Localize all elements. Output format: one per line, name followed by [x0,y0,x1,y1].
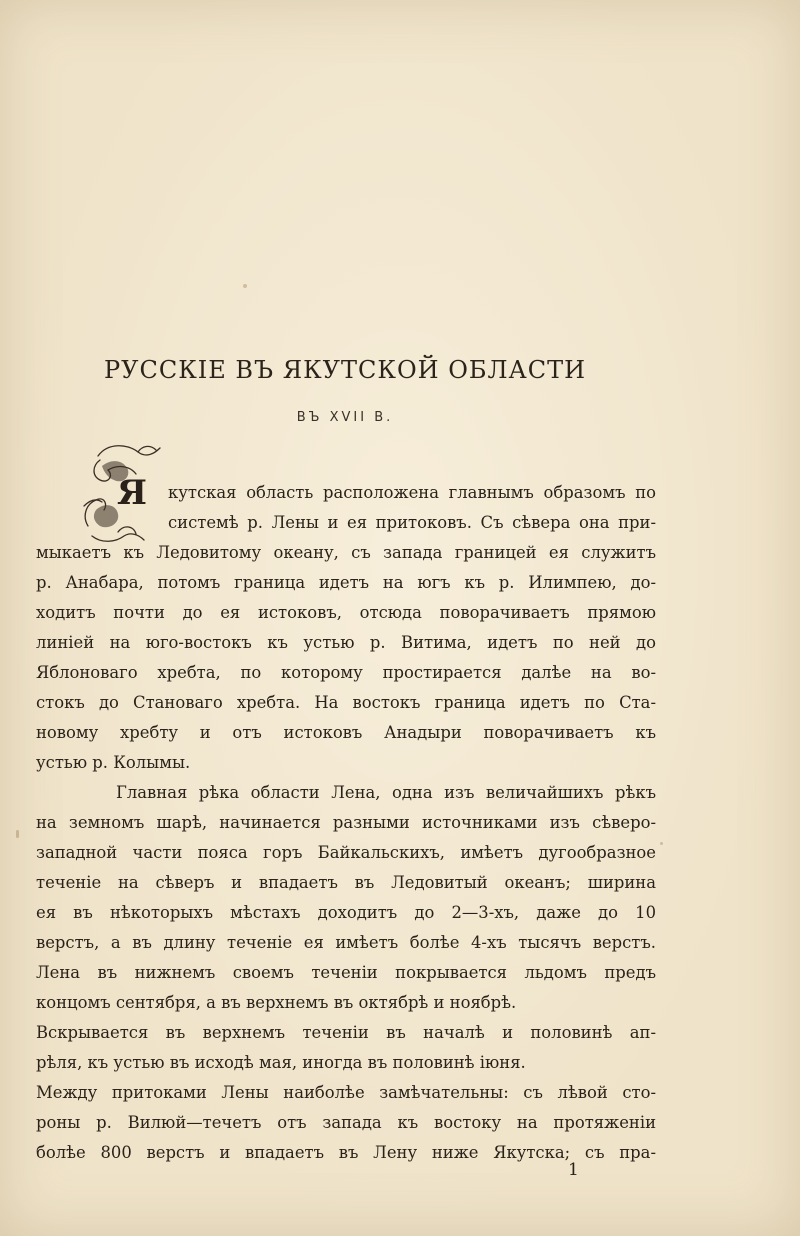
page-number: 1 [568,1160,579,1180]
text-line: стокъ до Становаго хребта. На востокъ граница идетъ по Ста- [36,693,656,712]
text-line: роны р. Вилюй—течетъ отъ запада къ востоку на протяженіи [36,1113,656,1132]
text-line: устью р. Колымы. [36,753,191,772]
text-line: верстъ, а въ длину теченіе ея имѣетъ болѣе 4-хъ тысячъ верстъ. [36,933,656,952]
drop-cap-letter: Я [117,473,147,513]
text-line: кутская область расположена главнымъ образомъ по [168,483,656,502]
text-line: мыкаетъ къ Ледовитому океану, съ запада границей ея служитъ [36,543,656,562]
chapter-subtitle: ВЪ XVII В. [296,410,394,425]
paper-spot [243,284,247,288]
paper-spot [16,830,19,838]
text-line: болѣе 800 верстъ и впадаетъ въ Лену ниже Якутска; съ пра- [36,1143,656,1162]
text-line: системѣ р. Лены и ея притоковъ. Съ сѣвера она при- [168,513,656,532]
chapter-title [0,356,690,384]
text-line: Вскрывается въ верхнемъ теченіи въ началѣ и половинѣ ап- [36,1023,656,1042]
text-line: рѣля, къ устью въ исходѣ мая, иногда въ половинѣ іюня. [36,1053,526,1072]
text-line: Лена въ нижнемъ своемъ теченіи покрывается льдомъ предъ [36,963,656,982]
text-line: р. Анабара, потомъ граница идетъ на югъ къ р. Илимпею, до- [36,573,656,592]
text-line: западной части пояса горъ Байкальскихъ, имѣетъ дугообразное [36,843,656,862]
text-line: Между притоками Лены наиболѣе замѣчательны: съ лѣвой сто- [36,1083,656,1102]
text-line: Яблоноваго хребта, по которому простирается далѣе на во- [36,663,656,682]
text-line: на земномъ шарѣ, начинается разными источниками изъ сѣверо- [36,813,656,832]
paper-spot [660,842,663,845]
text-line: концомъ сентября, а въ верхнемъ въ октябрѣ и ноябрѣ. [36,993,517,1012]
text-line: новому хребту и отъ истоковъ Анадыри поворачиваетъ къ [36,723,656,742]
text-line: ходитъ почти до ея истоковъ, отсюда поворачиваетъ прямою [36,603,656,622]
text-line: теченіе на сѣверъ и впадаетъ въ Ледовитый океанъ; ширина [36,873,656,892]
ornamental-drop-cap-illustration [78,436,162,548]
text-line: Главная рѣка области Лена, одна изъ величайшихъ рѣкъ [116,783,656,802]
text-line: линіей на юго-востокъ къ устью р. Витима, идетъ по ней до [36,633,656,652]
chapter-title-text: РУССКІЕ ВЪ ЯКУТСКОЙ ОБЛАСТИ [103,356,587,384]
text-line: ея въ нѣкоторыхъ мѣстахъ доходитъ до 2—3-хъ, даже до 10 [36,903,656,922]
